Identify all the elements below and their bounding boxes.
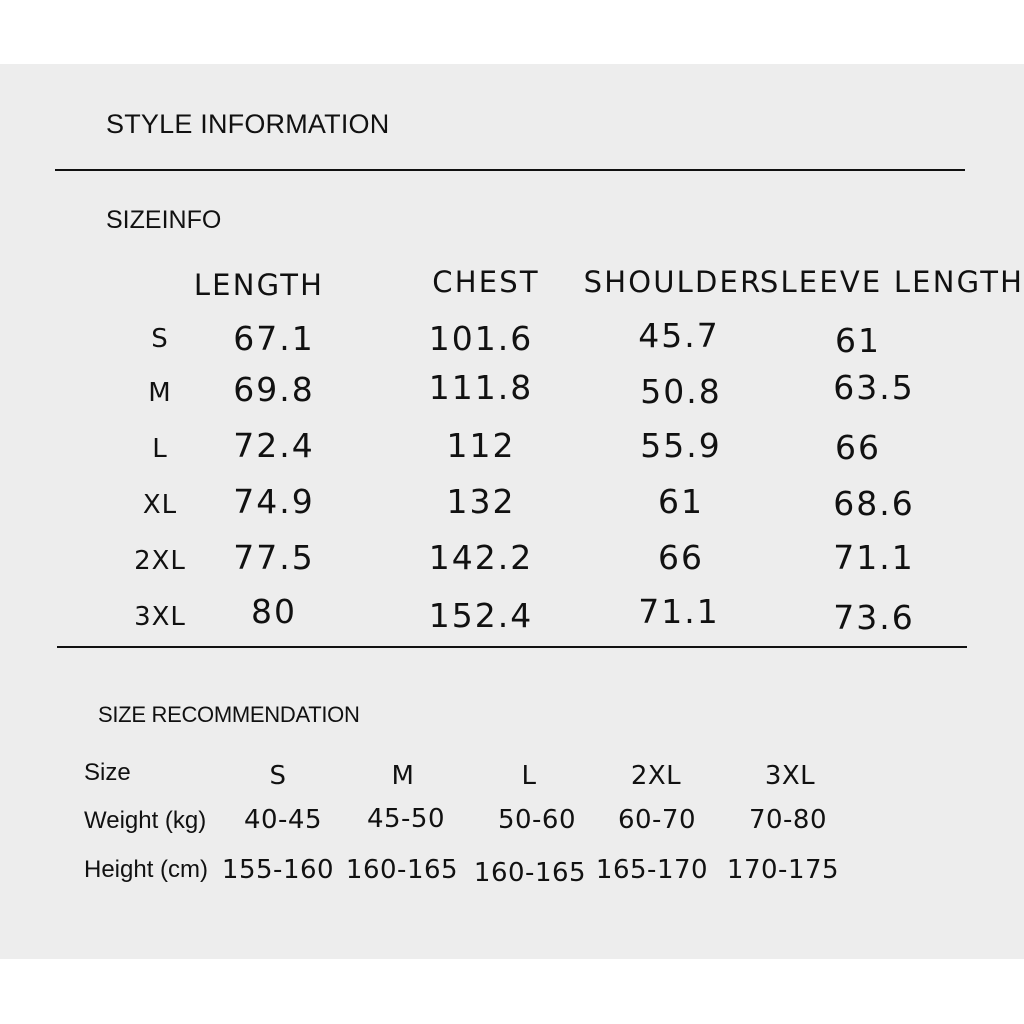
cell-s-sleeve: 61 bbox=[835, 321, 881, 360]
cell-l-length: 72.4 bbox=[233, 426, 315, 465]
cell-2xl-sleeve: 71.1 bbox=[833, 538, 915, 577]
cell-xl-chest: 132 bbox=[446, 482, 516, 521]
cell-l-shoulder: 55.9 bbox=[640, 426, 722, 465]
rec-height-s: 155-160 bbox=[221, 855, 335, 885]
cell-xl-length: 74.9 bbox=[233, 482, 315, 521]
row-label-xl: XL bbox=[142, 490, 178, 520]
rec-size-3xl: 3XL bbox=[764, 761, 816, 791]
cell-m-shoulder: 50.8 bbox=[640, 372, 722, 411]
rec-size-l: L bbox=[521, 761, 537, 791]
cell-m-sleeve: 63.5 bbox=[833, 368, 915, 407]
cell-2xl-chest: 142.2 bbox=[428, 538, 534, 577]
rec-weight-3xl: 70-80 bbox=[748, 805, 828, 835]
rec-weight-l: 50-60 bbox=[497, 805, 577, 835]
cell-3xl-shoulder: 71.1 bbox=[638, 592, 720, 631]
divider-bottom bbox=[57, 646, 967, 648]
rec-size-s: S bbox=[269, 761, 287, 791]
row-label-3xl: 3XL bbox=[134, 602, 186, 632]
row-label-s: S bbox=[151, 324, 169, 354]
size-info-title: SIZEINFO bbox=[106, 206, 222, 234]
divider-top bbox=[55, 169, 965, 171]
cell-m-chest: 111.8 bbox=[428, 368, 534, 407]
rec-size-m: M bbox=[391, 761, 415, 791]
size-chart-card bbox=[0, 64, 1024, 959]
rec-height-2xl: 165-170 bbox=[595, 855, 709, 885]
column-header-chest: CHEST bbox=[432, 265, 540, 299]
cell-3xl-sleeve: 73.6 bbox=[833, 598, 915, 637]
cell-2xl-length: 77.5 bbox=[233, 538, 315, 577]
rec-size-label: Size bbox=[84, 759, 131, 786]
column-header-shoulder: SHOULDER bbox=[583, 265, 763, 299]
rec-height-3xl: 170-175 bbox=[726, 855, 840, 885]
rec-size-2xl: 2XL bbox=[630, 761, 682, 791]
style-information-title: STYLE INFORMATION bbox=[106, 109, 390, 139]
cell-s-chest: 101.6 bbox=[428, 319, 534, 358]
cell-s-length: 67.1 bbox=[233, 319, 315, 358]
rec-height-label: Height (cm) bbox=[84, 856, 209, 883]
cell-xl-shoulder: 61 bbox=[658, 482, 704, 521]
rec-height-m: 160-165 bbox=[345, 855, 459, 885]
rec-weight-label: Weight (kg) bbox=[84, 807, 207, 834]
cell-3xl-chest: 152.4 bbox=[428, 596, 534, 635]
cell-s-shoulder: 45.7 bbox=[638, 316, 720, 355]
cell-3xl-length: 80 bbox=[251, 592, 297, 631]
row-label-2xl: 2XL bbox=[134, 546, 186, 576]
cell-l-sleeve: 66 bbox=[835, 428, 881, 467]
row-label-l: L bbox=[152, 434, 168, 464]
cell-2xl-shoulder: 66 bbox=[658, 538, 704, 577]
cell-l-chest: 112 bbox=[446, 426, 516, 465]
rec-height-l: 160-165 bbox=[473, 858, 587, 888]
size-recommendation-title: SIZE RECOMMENDATION bbox=[98, 702, 360, 727]
cell-m-length: 69.8 bbox=[233, 370, 315, 409]
rec-weight-2xl: 60-70 bbox=[617, 805, 697, 835]
rec-weight-m: 45-50 bbox=[366, 804, 446, 834]
column-header-sleeve-length: SLEEVE LENGTH bbox=[759, 265, 1024, 299]
column-header-length: LENGTH bbox=[193, 268, 325, 302]
row-label-m: M bbox=[148, 378, 172, 408]
rec-weight-s: 40-45 bbox=[243, 805, 323, 835]
cell-xl-sleeve: 68.6 bbox=[833, 484, 915, 523]
